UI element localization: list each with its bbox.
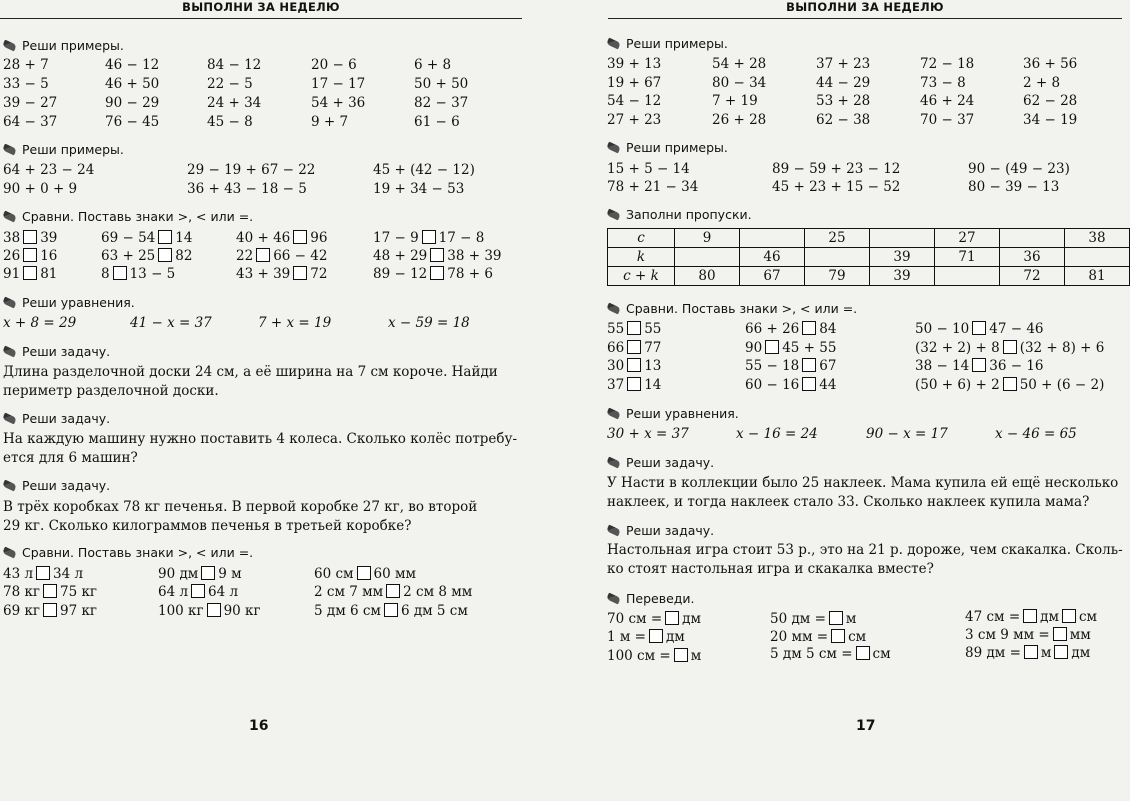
answer-box[interactable] xyxy=(1003,340,1017,354)
equation: 41 − x = 37 xyxy=(130,315,212,331)
table-cell[interactable]: 39 xyxy=(870,267,935,286)
word-problem: На каждую машину нужно поставить 4 колеса. Сколько колёс потребу- ется для 6 машин? xyxy=(3,431,518,466)
example: 70 − 37 xyxy=(920,112,975,128)
instruction: Сравни. Поставь знаки >, < или =. xyxy=(607,301,857,316)
conversion: 50 дм = м xyxy=(770,611,857,627)
answer-box[interactable] xyxy=(1024,645,1038,659)
instruction: Заполни пропуски. xyxy=(607,207,752,222)
comparison: 60 см 60 мм xyxy=(314,566,417,582)
equation: x − 46 = 65 xyxy=(995,426,1077,442)
answer-box[interactable] xyxy=(158,230,172,244)
table-cell[interactable] xyxy=(740,229,805,248)
example: 64 − 37 xyxy=(3,114,58,130)
row-label: k xyxy=(608,248,675,267)
conversion: 1 м = дм xyxy=(607,629,685,645)
answer-box[interactable] xyxy=(23,248,37,262)
comparison: 69 кг 97 кг xyxy=(3,603,97,619)
example: 15 + 5 − 14 xyxy=(607,161,690,177)
table-cell[interactable] xyxy=(870,229,935,248)
left-page xyxy=(0,0,530,801)
example: 34 − 19 xyxy=(1023,112,1078,128)
comparison: 55 − 18 67 xyxy=(745,358,837,374)
comparison: 38 − 14 36 − 16 xyxy=(915,358,1044,374)
table-cell[interactable] xyxy=(675,248,740,267)
table-cell[interactable] xyxy=(1065,248,1130,267)
page-number: 17 xyxy=(856,718,876,734)
comparison: (32 + 2) + 8 (32 + 8) + 6 xyxy=(915,340,1105,356)
comparison: 66 + 26 84 xyxy=(745,321,837,337)
answer-box[interactable] xyxy=(23,266,37,280)
answer-box[interactable] xyxy=(627,358,641,372)
pencil-icon xyxy=(606,303,621,315)
example: 17 − 17 xyxy=(311,76,366,92)
equation: x − 59 = 18 xyxy=(388,315,470,331)
example: 61 − 6 xyxy=(414,114,460,130)
equation: 7 + x = 19 xyxy=(258,315,332,331)
instruction: Реши задачу. xyxy=(607,455,714,470)
table-cell[interactable]: 71 xyxy=(935,248,1000,267)
answer-box[interactable] xyxy=(1053,627,1067,641)
example: 78 + 21 − 34 xyxy=(607,179,699,195)
comparison: 48 + 29 38 + 39 xyxy=(373,248,502,264)
example: 72 − 18 xyxy=(920,56,975,72)
example: 44 − 29 xyxy=(816,75,871,91)
answer-box[interactable] xyxy=(43,584,57,598)
answer-box[interactable] xyxy=(422,230,436,244)
answer-box[interactable] xyxy=(831,629,845,643)
pencil-icon xyxy=(2,413,17,425)
comparison: 66 77 xyxy=(607,340,662,356)
answer-box[interactable] xyxy=(802,377,816,391)
conversion: 20 мм = см xyxy=(770,629,867,645)
word-problem: Длина разделочной доски 24 см, а её ширина на 7 см короче. Найди периметр разделочной доски. xyxy=(3,364,498,399)
comparison: 64 л 64 л xyxy=(158,584,239,600)
table-cell[interactable]: 25 xyxy=(805,229,870,248)
pencil-icon xyxy=(606,593,621,605)
pencil-icon xyxy=(606,408,621,420)
example: 20 − 6 xyxy=(311,57,357,73)
example: 24 + 34 xyxy=(207,95,262,111)
example: 80 − 34 xyxy=(712,75,767,91)
table-cell[interactable]: 39 xyxy=(870,248,935,267)
answer-box[interactable] xyxy=(23,230,37,244)
example: 46 + 50 xyxy=(105,76,160,92)
example: 7 + 19 xyxy=(712,93,758,109)
answer-box[interactable] xyxy=(856,646,870,660)
pencil-icon xyxy=(2,40,17,52)
answer-box[interactable] xyxy=(293,266,307,280)
example: 46 − 12 xyxy=(105,57,160,73)
answer-box[interactable] xyxy=(649,629,663,643)
answer-box[interactable] xyxy=(430,248,444,262)
example: 90 + 0 + 9 xyxy=(3,181,78,197)
example: 84 − 12 xyxy=(207,57,262,73)
row-label: c xyxy=(608,229,675,248)
example: 46 + 24 xyxy=(920,93,975,109)
example: 80 − 39 − 13 xyxy=(968,179,1060,195)
instruction: Реши уравнения. xyxy=(607,406,739,421)
example: 62 − 38 xyxy=(816,112,871,128)
example: 27 + 23 xyxy=(607,112,662,128)
instruction: Переведи. xyxy=(607,591,695,606)
example: 36 + 43 − 18 − 5 xyxy=(187,181,307,197)
answer-box[interactable] xyxy=(386,584,400,598)
table-cell[interactable]: 38 xyxy=(1065,229,1130,248)
answer-box[interactable] xyxy=(1054,645,1068,659)
answer-box[interactable] xyxy=(802,321,816,335)
table-row xyxy=(608,229,1130,248)
example: 36 + 56 xyxy=(1023,56,1078,72)
table-cell[interactable]: 36 xyxy=(1000,248,1065,267)
example: 64 + 23 − 24 xyxy=(3,162,95,178)
answer-box[interactable] xyxy=(627,340,641,354)
answer-box[interactable] xyxy=(384,603,398,617)
instruction: Реши уравнения. xyxy=(3,295,135,310)
answer-box[interactable] xyxy=(293,230,307,244)
table-cell[interactable]: 9 xyxy=(675,229,740,248)
conversion: 3 см 9 мм = мм xyxy=(965,627,1091,643)
instruction: Реши примеры. xyxy=(607,36,728,51)
equation: x + 8 = 29 xyxy=(3,315,77,331)
table-cell[interactable] xyxy=(1000,229,1065,248)
table-cell[interactable]: 80 xyxy=(675,267,740,286)
answer-box[interactable] xyxy=(191,584,205,598)
example: 53 + 28 xyxy=(816,93,871,109)
answer-box[interactable] xyxy=(665,611,679,625)
comparison: 63 + 25 82 xyxy=(101,248,193,264)
answer-box[interactable] xyxy=(1062,609,1076,623)
pencil-icon xyxy=(606,38,621,50)
instruction: Сравни. Поставь знаки >, < или =. xyxy=(3,209,253,224)
example: 2 + 8 xyxy=(1023,75,1061,91)
table-row xyxy=(608,267,1130,286)
comparison: 38 39 xyxy=(3,230,58,246)
pencil-icon xyxy=(606,142,621,154)
answer-box[interactable] xyxy=(36,566,50,580)
table-cell[interactable]: 27 xyxy=(935,229,1000,248)
table-cell[interactable]: 72 xyxy=(1000,267,1065,286)
example: 6 + 8 xyxy=(414,57,452,73)
conversion: 89 дм = м дм xyxy=(965,645,1091,661)
table-cell[interactable]: 81 xyxy=(1065,267,1130,286)
conversion: 70 см = дм xyxy=(607,611,701,627)
example: 45 + 23 + 15 − 52 xyxy=(772,179,901,195)
comparison: 78 кг 75 кг xyxy=(3,584,97,600)
comparison: 91 81 xyxy=(3,266,58,282)
instruction: Реши задачу. xyxy=(607,523,714,538)
comparison: 89 − 12 78 + 6 xyxy=(373,266,493,282)
answer-box[interactable] xyxy=(765,340,779,354)
table-cell[interactable] xyxy=(935,267,1000,286)
instruction: Реши задачу. xyxy=(3,344,110,359)
answer-box[interactable] xyxy=(357,566,371,580)
row-label: c + k xyxy=(608,267,675,286)
comparison: 55 55 xyxy=(607,321,662,337)
pencil-icon xyxy=(2,547,17,559)
comparison: 43 + 39 72 xyxy=(236,266,328,282)
word-problem: Настольная игра стоит 53 р., это на 21 р. дороже, чем скакалка. Сколь- ко стоят настольная игра и скакалка вместе? xyxy=(607,542,1123,577)
comparison: 40 + 46 96 xyxy=(236,230,328,246)
answer-box[interactable] xyxy=(256,248,270,262)
comparison: 26 16 xyxy=(3,248,58,264)
comparison: 50 − 10 47 − 46 xyxy=(915,321,1044,337)
answer-box[interactable] xyxy=(674,648,688,662)
comparison: (50 + 6) + 2 50 + (6 − 2) xyxy=(915,377,1105,393)
equation: x − 16 = 24 xyxy=(736,426,818,442)
instruction: Реши задачу. xyxy=(3,411,110,426)
equation: 30 + x = 37 xyxy=(607,426,689,442)
example: 9 + 7 xyxy=(311,114,349,130)
word-problem: У Насти в коллекции было 25 наклеек. Мама купила ей ещё несколько наклеек, и тогда наклеек стало 33. Сколько наклеек купила мама? xyxy=(607,475,1119,510)
comparison: 5 дм 6 см 6 дм 5 см xyxy=(314,603,468,619)
page-number: 16 xyxy=(249,718,269,734)
table-row xyxy=(608,248,1130,267)
answer-box[interactable] xyxy=(430,266,444,280)
example: 39 − 27 xyxy=(3,95,58,111)
example: 29 − 19 + 67 − 22 xyxy=(187,162,316,178)
pencil-icon xyxy=(2,144,17,156)
comparison: 60 − 16 44 xyxy=(745,377,837,393)
example: 37 + 23 xyxy=(816,56,871,72)
page-header: ВЫПОЛНИ ЗА НЕДЕЛЮ xyxy=(0,0,522,19)
example: 89 − 59 + 23 − 12 xyxy=(772,161,901,177)
example: 26 + 28 xyxy=(712,112,767,128)
instruction: Реши примеры. xyxy=(607,140,728,155)
answer-box[interactable] xyxy=(158,248,172,262)
answer-box[interactable] xyxy=(1023,609,1037,623)
answer-box[interactable] xyxy=(1003,377,1017,391)
example: 19 + 67 xyxy=(607,75,662,91)
comparison: 90 дм 9 м xyxy=(158,566,242,582)
example: 19 + 34 − 53 xyxy=(373,181,465,197)
pencil-icon xyxy=(606,457,621,469)
comparison: 22 66 − 42 xyxy=(236,248,328,264)
example: 33 − 5 xyxy=(3,76,49,92)
answer-box[interactable] xyxy=(627,321,641,335)
instruction: Реши примеры. xyxy=(3,142,124,157)
equation: 90 − x = 17 xyxy=(866,426,948,442)
answer-box[interactable] xyxy=(802,358,816,372)
table-cell[interactable]: 79 xyxy=(805,267,870,286)
comparison: 8 13 − 5 xyxy=(101,266,176,282)
comparison: 69 − 54 14 xyxy=(101,230,193,246)
table-cell[interactable]: 46 xyxy=(740,248,805,267)
answer-box[interactable] xyxy=(972,358,986,372)
example: 28 + 7 xyxy=(3,57,49,73)
answer-box[interactable] xyxy=(201,566,215,580)
example: 39 + 13 xyxy=(607,56,662,72)
answer-box[interactable] xyxy=(972,321,986,335)
example: 73 − 8 xyxy=(920,75,966,91)
answer-box[interactable] xyxy=(207,603,221,617)
answer-box[interactable] xyxy=(627,377,641,391)
example: 45 + (42 − 12) xyxy=(373,162,475,178)
example: 22 − 5 xyxy=(207,76,253,92)
example: 54 + 36 xyxy=(311,95,366,111)
fill-in-table xyxy=(607,228,1130,286)
comparison: 43 л 34 л xyxy=(3,566,84,582)
example: 76 − 45 xyxy=(105,114,160,130)
pencil-icon xyxy=(606,209,621,221)
example: 90 − (49 − 23) xyxy=(968,161,1070,177)
instruction: Реши задачу. xyxy=(3,478,110,493)
example: 62 − 28 xyxy=(1023,93,1078,109)
pencil-icon xyxy=(606,525,621,537)
answer-box[interactable] xyxy=(113,266,127,280)
example: 45 − 8 xyxy=(207,114,253,130)
conversion: 47 см = дм см xyxy=(965,609,1098,625)
comparison: 30 13 xyxy=(607,358,662,374)
table-cell[interactable]: 67 xyxy=(740,267,805,286)
comparison: 37 14 xyxy=(607,377,662,393)
comparison: 90 45 + 55 xyxy=(745,340,837,356)
pencil-icon xyxy=(2,211,17,223)
answer-box[interactable] xyxy=(829,611,843,625)
pencil-icon xyxy=(2,346,17,358)
conversion: 100 см = м xyxy=(607,648,702,664)
page-header: ВЫПОЛНИ ЗА НЕДЕЛЮ xyxy=(608,0,1122,19)
example: 90 − 29 xyxy=(105,95,160,111)
example: 82 − 37 xyxy=(414,95,469,111)
example: 50 + 50 xyxy=(414,76,469,92)
pencil-icon xyxy=(2,297,17,309)
instruction: Реши примеры. xyxy=(3,38,124,53)
conversion: 5 дм 5 см = см xyxy=(770,646,891,662)
example: 54 − 12 xyxy=(607,93,662,109)
answer-box[interactable] xyxy=(43,603,57,617)
comparison: 100 кг 90 кг xyxy=(158,603,261,619)
comparison: 2 см 7 мм 2 см 8 мм xyxy=(314,584,473,600)
table-cell[interactable] xyxy=(805,248,870,267)
comparison: 17 − 9 17 − 8 xyxy=(373,230,485,246)
word-problem: В трёх коробках 78 кг печенья. В первой коробке 27 кг, во второй 29 кг. Сколько килограммов печенья в третьей коробке? xyxy=(3,499,478,534)
pencil-icon xyxy=(2,480,17,492)
instruction: Сравни. Поставь знаки >, < или =. xyxy=(3,545,253,560)
example: 54 + 28 xyxy=(712,56,767,72)
